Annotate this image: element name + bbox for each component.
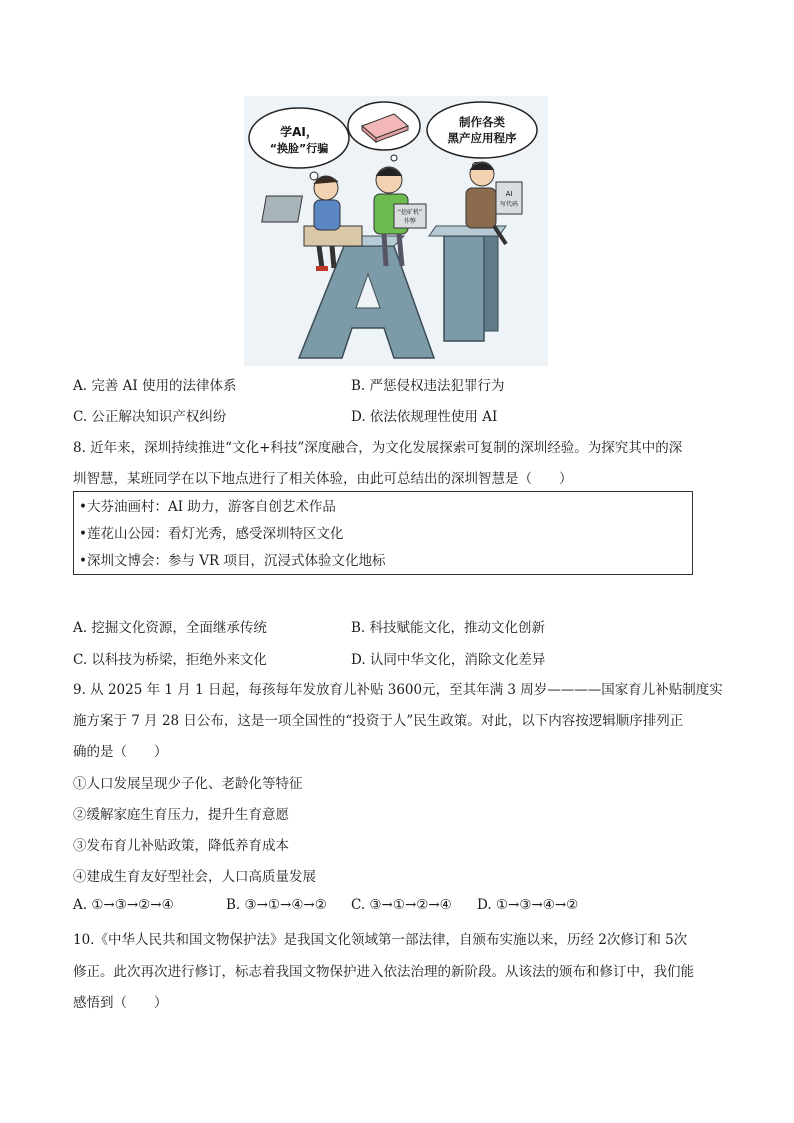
- q9-option-d: D. ①→③→④→②: [477, 897, 579, 913]
- bubble-left-line1: 学AI，: [280, 125, 318, 139]
- q9-stem-line2: 施方案于 7 月 28 日公布，这是一项全国性的“投资于人”民生政策。对此，以下内容按逻辑顺序排列正: [73, 713, 684, 729]
- q9-item-3: ③发布育儿补贴政策，降低养育成本: [73, 838, 289, 854]
- q10-stem-line1: 10.《中华人民共和国文物保护法》是我国文化领域第一部法律，自颁布实施以来，历经 2次修订和 5次: [73, 932, 688, 948]
- q9-stem-line1: 9. 从 2025 年 1 月 1 日起，每孩每年发放育儿补贴 3600元，至其年满 3 周岁————国家育儿补贴制度实: [73, 682, 723, 698]
- laptop-right-line1: AI: [505, 190, 513, 198]
- q9-option-c: C. ③→①→②→④: [351, 897, 452, 913]
- q9-option-a: A. ①→③→②→④: [73, 897, 174, 913]
- q9-item-2: ②缓解家庭生育压力，提升生育意愿: [73, 807, 289, 823]
- q7-option-d: D. 依法依规理性使用 AI: [351, 409, 498, 425]
- q8-option-a: A. 挖掘文化资源，全面继承传统: [73, 620, 267, 636]
- q8-box-item-3: •深圳文博会：参与 VR 项目，沉浸式体验文化地标: [79, 553, 386, 569]
- q8-box-item-1: •大芬油画村：AI 助力，游客自创艺术作品: [79, 499, 336, 515]
- laptop-middle-line1: “挖矿机”: [397, 209, 423, 216]
- bubble-left-line2: “换脸”行骗: [269, 142, 329, 155]
- q8-option-c: C. 以科技为桥梁，拒绝外来文化: [73, 652, 267, 668]
- q8-option-b: B. 科技赋能文化，推动文化创新: [351, 620, 546, 636]
- laptop-right-line2: 写代码: [499, 201, 519, 208]
- bubble-right-line2: 黑产应用程序: [447, 131, 517, 145]
- q10-stem-line3: 感悟到（ ）: [73, 995, 168, 1011]
- q9-option-b: B. ③→①→④→②: [226, 897, 327, 913]
- q9-item-4: ④建成生育友好型社会，人口高质量发展: [73, 869, 316, 885]
- q8-material-box: [73, 491, 693, 575]
- q7-option-b: B. 严惩侵权违法犯罪行为: [351, 378, 505, 394]
- cartoon-illustration: [244, 96, 548, 366]
- q8-option-d: D. 认同中华文化，消除文化差异: [351, 652, 546, 668]
- q10-stem-line2: 修正。此次再次进行修订，标志着我国文物保护进入依法治理的新阶段。从该法的颁布和修订中，我们能: [73, 964, 694, 980]
- q8-box-item-2: •莲花山公园：看灯光秀，感受深圳特区文化: [79, 526, 344, 542]
- q9-stem-line3: 确的是（ ）: [73, 744, 168, 760]
- laptop-middle-line2: 作弊: [403, 218, 417, 225]
- q8-stem-line2: 圳智慧，某班同学在以下地点进行了相关体验，由此可总结出的深圳智慧是（ ）: [73, 471, 573, 487]
- q7-option-c: C. 公正解决知识产权纠纷: [73, 409, 227, 425]
- q9-item-1: ①人口发展呈现少子化、老龄化等特征: [73, 776, 303, 792]
- bubble-right-line1: 制作各类: [459, 115, 505, 129]
- q8-stem-line1: 8. 近年来，深圳持续推进“文化+科技”深度融合，为文化发展探索可复制的深圳经验。为探究其中的深: [73, 440, 683, 456]
- q7-option-a: A. 完善 AI 使用的法律体系: [73, 378, 237, 394]
